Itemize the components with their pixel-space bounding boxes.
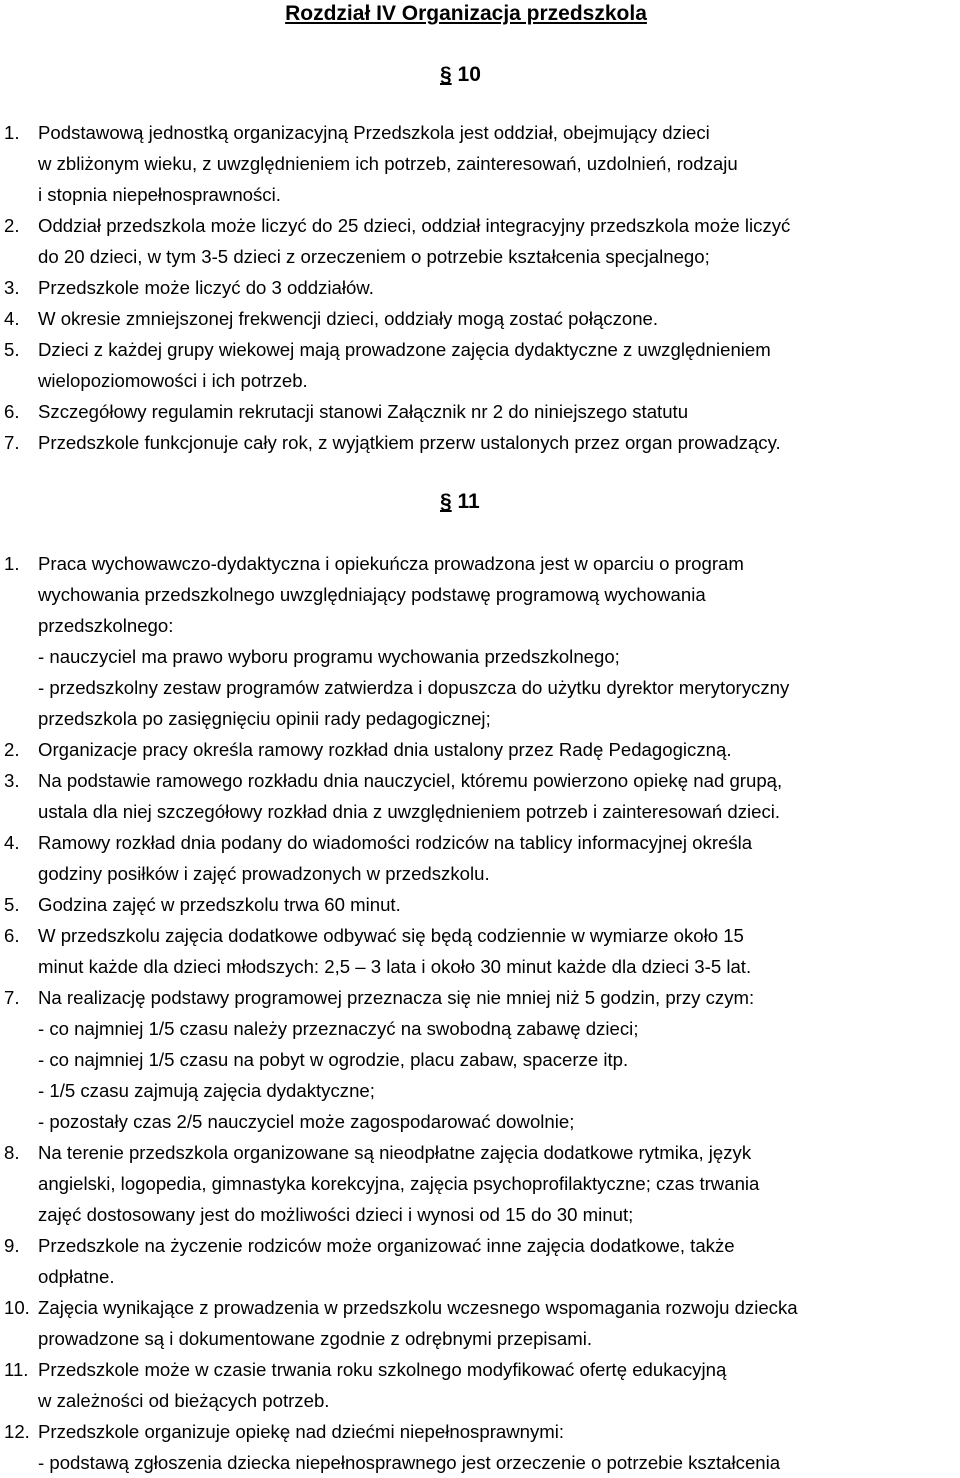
text-line: - co najmniej 1/5 czasu na pobyt w ogrodzie, placu zabaw, spacerze itp.	[38, 1049, 629, 1070]
item-number: 1.	[4, 553, 20, 574]
list-item	[0, 272, 960, 303]
item-number: 2.	[4, 215, 20, 236]
paragraph-sign: §	[440, 63, 452, 86]
text-line: - pozostały czas 2/5 nauczyciel może zagospodarować dowolnie;	[38, 1111, 575, 1132]
text-line: przedszkolnego:	[38, 615, 174, 636]
item-text	[38, 734, 732, 765]
item-text	[38, 920, 751, 982]
item-text	[38, 827, 752, 889]
item-number: 7.	[4, 987, 20, 1008]
list-item	[0, 1292, 960, 1354]
text-line: Na realizację podstawy programowej przeznacza się nie mniej niż 5 godzin, przy czym:	[38, 987, 755, 1008]
item-text	[38, 889, 401, 920]
text-line: Przedszkole może liczyć do 3 oddziałów.	[38, 277, 374, 298]
text-line: Praca wychowawczo-dydaktyczna i opiekuńcza prowadzona jest w oparciu o program	[38, 553, 744, 574]
list-item	[0, 920, 960, 982]
item-text	[38, 210, 790, 272]
item-number: 1.	[4, 122, 20, 143]
list-item	[0, 1137, 960, 1230]
item-number: 6.	[4, 925, 20, 946]
text-line: prowadzone są i dokumentowane zgodnie z odrębnymi przepisami.	[38, 1328, 592, 1349]
text-line: w zbliżonym wieku, z uwzględnieniem ich potrzeb, zainteresowań, uzdolnień, rodzaju	[38, 153, 738, 174]
item-text	[38, 548, 789, 734]
text-line: - 1/5 czasu zajmują zajęcia dydaktyczne;	[38, 1080, 375, 1101]
item-text	[38, 427, 781, 458]
text-line: Na podstawie ramowego rozkładu dnia nauczyciel, któremu powierzono opiekę nad grupą,	[38, 770, 783, 791]
text-line: wychowania przedszkolnego uwzględniający podstawę programową wychowania	[38, 584, 706, 605]
item-text	[38, 334, 771, 396]
item-number: 6.	[4, 401, 20, 422]
text-line: minut każde dla dzieci młodszych: 2,5 – 3 lata i około 30 minut każde dla dzieci 3-5 lat.	[38, 956, 752, 977]
list-item	[0, 765, 960, 827]
text-line: Zajęcia wynikające z prowadzenia w przedszkolu wczesnego wspomagania rozwoju dziecka	[38, 1297, 798, 1318]
text-line: Godzina zajęć w przedszkolu trwa 60 minut.	[38, 894, 401, 915]
text-line: W przedszkolu zajęcia dodatkowe odbywać się będą codziennie w wymiarze około 15	[38, 925, 744, 946]
text-line: zajęć dostosowany jest do możliwości dzieci i wynosi od 15 do 30 minut;	[38, 1204, 634, 1225]
text-line: Podstawową jednostką organizacyjną Przedszkola jest oddział, obejmujący dzieci	[38, 122, 710, 143]
list-item	[0, 210, 960, 272]
text-line: - przedszkolny zestaw programów zatwierdza i dopuszcza do użytku dyrektor merytoryczny	[38, 677, 790, 698]
text-line: Przedszkole funkcjonuje cały rok, z wyjątkiem przerw ustalonych przez organ prowadzący.	[38, 432, 781, 453]
text-line: odpłatne.	[38, 1266, 115, 1287]
list-item	[0, 827, 960, 889]
text-line: Szczegółowy regulamin rekrutacji stanowi Załącznik nr 2 do niniejszego statutu	[38, 401, 689, 422]
item-number: 4.	[4, 832, 20, 853]
item-number: 12.	[4, 1421, 30, 1442]
item-number: 5.	[4, 339, 20, 360]
text-line: w zależności od bieżących potrzeb.	[38, 1390, 330, 1411]
item-number: 2.	[4, 739, 20, 760]
item-number: 3.	[4, 277, 20, 298]
text-line: W okresie zmniejszonej frekwencji dzieci, oddziały mogą zostać połączone.	[38, 308, 659, 329]
text-line: Organizacje pracy określa ramowy rozkład dnia ustalony przez Radę Pedagogiczną.	[38, 739, 732, 760]
text-line: Oddział przedszkola może liczyć do 25 dzieci, oddział integracyjny przedszkola może liczyć	[38, 215, 791, 236]
text-line: Przedszkole na życzenie rodziców może organizować inne zajęcia dodatkowe, także	[38, 1235, 735, 1256]
chapter-title: Rozdział IV Organizacja przedszkola	[285, 2, 647, 25]
list-item	[0, 548, 960, 734]
item-text	[38, 1354, 726, 1416]
list-item	[0, 303, 960, 334]
item-text	[38, 117, 738, 210]
item-text	[38, 272, 374, 303]
text-line: Dzieci z każdej grupy wiekowej mają prowadzone zajęcia dydaktyczne z uwzględnieniem	[38, 339, 771, 360]
text-line: godziny posiłków i zajęć prowadzonych w przedszkolu.	[38, 863, 490, 884]
item-number: 5.	[4, 894, 20, 915]
item-number: 8.	[4, 1142, 20, 1163]
list-item	[0, 396, 960, 427]
text-line: - podstawą zgłoszenia dziecka niepełnosprawnego jest orzeczenie o potrzebie kształcenia	[38, 1452, 781, 1473]
item-text	[38, 1416, 780, 1478]
text-line: wielopoziomowości i ich potrzeb.	[38, 370, 308, 391]
item-number: 7.	[4, 432, 20, 453]
list-item	[0, 1230, 960, 1292]
text-line: - nauczyciel ma prawo wyboru programu wychowania przedszkolnego;	[38, 646, 620, 667]
item-text	[38, 1292, 798, 1354]
list-item	[0, 982, 960, 1137]
section-heading	[440, 488, 480, 516]
text-line: do 20 dzieci, w tym 3-5 dzieci z orzeczeniem o potrzebie kształcenia specjalnego;	[38, 246, 710, 267]
section-heading	[440, 61, 481, 89]
item-text	[38, 765, 782, 827]
text-line: angielski, logopedia, gimnastyka korekcyjna, zajęcia psychoprofilaktyczne; czas trwania	[38, 1173, 760, 1194]
paragraph-sign: §	[440, 490, 452, 513]
list-item	[0, 117, 960, 210]
text-line: Przedszkole może w czasie trwania roku szkolnego modyfikować ofertę edukacyjną	[38, 1359, 727, 1380]
text-line: Przedszkole organizuje opiekę nad dziećmi niepełnosprawnymi:	[38, 1421, 565, 1442]
item-number: 3.	[4, 770, 20, 791]
item-number: 9.	[4, 1235, 20, 1256]
text-line: przedszkola po zasięgnięciu opinii rady pedagogicznej;	[38, 708, 491, 729]
text-line: Ramowy rozkład dnia podany do wiadomości rodziców na tablicy informacyjnej określa	[38, 832, 753, 853]
item-text	[38, 303, 658, 334]
item-number: 4.	[4, 308, 20, 329]
text-line: Na terenie przedszkola organizowane są nieodpłatne zajęcia dodatkowe rytmika, język	[38, 1142, 752, 1163]
text-line: ustala dla niej szczegółowy rozkład dnia z uwzględnieniem potrzeb i zainteresowań dzieci.	[38, 801, 781, 822]
text-line: - co najmniej 1/5 czasu należy przeznaczyć na swobodną zabawę dzieci;	[38, 1018, 639, 1039]
list-item	[0, 734, 960, 765]
item-number: 11.	[4, 1359, 29, 1380]
list-item	[0, 427, 960, 458]
list-item	[0, 1416, 960, 1478]
text-line: i stopnia niepełnosprawności.	[38, 184, 281, 205]
list-item	[0, 334, 960, 396]
item-text	[38, 1230, 735, 1292]
paragraph-number: 10	[457, 63, 481, 86]
paragraph-number: 11	[457, 490, 480, 513]
list-item	[0, 889, 960, 920]
item-text	[38, 1137, 759, 1230]
list-item	[0, 1354, 960, 1416]
item-text	[38, 982, 754, 1137]
item-number: 10.	[4, 1297, 30, 1318]
item-text	[38, 396, 688, 427]
